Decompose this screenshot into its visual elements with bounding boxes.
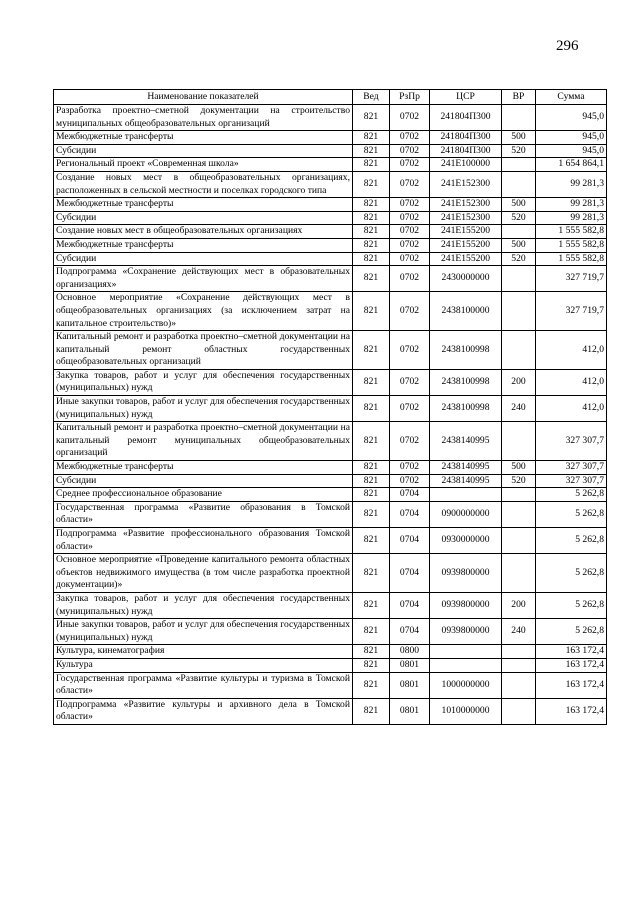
cell-csr: 241804П300 bbox=[430, 144, 502, 158]
cell-sum: 327 307,7 bbox=[536, 474, 607, 488]
cell-vr bbox=[502, 331, 536, 370]
cell-ved: 821 bbox=[353, 474, 390, 488]
cell-sum: 327 307,7 bbox=[536, 461, 607, 475]
cell-ved: 821 bbox=[353, 331, 390, 370]
cell-rzpr: 0704 bbox=[390, 619, 430, 645]
table-row bbox=[54, 105, 607, 131]
cell-csr: 2438100000 bbox=[430, 292, 502, 331]
cell-name: Создание новых мест в общеобразовательных организациях, расположенных в сельской местности и поселках городского типа bbox=[54, 171, 353, 197]
cell-rzpr: 0702 bbox=[390, 422, 430, 461]
cell-csr bbox=[430, 488, 502, 502]
cell-ved: 821 bbox=[353, 105, 390, 131]
cell-sum: 945,0 bbox=[536, 144, 607, 158]
cell-sum: 5 262,8 bbox=[536, 488, 607, 502]
cell-vr: 520 bbox=[502, 252, 536, 266]
cell-ved: 821 bbox=[353, 501, 390, 527]
cell-rzpr: 0704 bbox=[390, 554, 430, 593]
cell-name: Подпрограмма «Сохранение действующих мест в образовательных организациях» bbox=[54, 266, 353, 292]
cell-ved: 821 bbox=[353, 698, 390, 724]
cell-sum: 1 654 864,1 bbox=[536, 158, 607, 172]
cell-ved: 821 bbox=[353, 158, 390, 172]
cell-vr: 200 bbox=[502, 592, 536, 618]
cell-ved: 821 bbox=[353, 658, 390, 672]
cell-name: Разработка проектно–сметной документации на строительство муниципальных общеобразовательных организаций bbox=[54, 105, 353, 131]
cell-name: Закупка товаров, работ и услуг для обеспечения государственных (муниципальных) нужд bbox=[54, 369, 353, 395]
cell-name: Субсидии bbox=[54, 144, 353, 158]
cell-csr: 241804П300 bbox=[430, 105, 502, 131]
table-header-row bbox=[54, 90, 607, 105]
cell-csr: 241E155200 bbox=[430, 225, 502, 239]
cell-sum: 99 281,3 bbox=[536, 171, 607, 197]
table-row bbox=[54, 158, 607, 172]
cell-rzpr: 0702 bbox=[390, 331, 430, 370]
table-row bbox=[54, 554, 607, 593]
table-row bbox=[54, 422, 607, 461]
table-row bbox=[54, 292, 607, 331]
cell-csr: 0930000000 bbox=[430, 528, 502, 554]
cell-name: Подпрограмма «Развитие культуры и архивного дела в Томской области» bbox=[54, 698, 353, 724]
cell-csr: 2438100998 bbox=[430, 369, 502, 395]
cell-sum: 1 555 582,8 bbox=[536, 225, 607, 239]
cell-csr: 241804П300 bbox=[430, 131, 502, 145]
table-row bbox=[54, 144, 607, 158]
cell-vr: 240 bbox=[502, 619, 536, 645]
cell-vr bbox=[502, 266, 536, 292]
cell-sum: 163 172,4 bbox=[536, 672, 607, 698]
table-row bbox=[54, 461, 607, 475]
cell-name: Субсидии bbox=[54, 474, 353, 488]
cell-name: Создание новых мест в общеобразовательных организациях bbox=[54, 225, 353, 239]
cell-sum: 1 555 582,8 bbox=[536, 252, 607, 266]
cell-name: Субсидии bbox=[54, 252, 353, 266]
cell-vr: 200 bbox=[502, 369, 536, 395]
cell-name: Государственная программа «Развитие образования в Томской области» bbox=[54, 501, 353, 527]
cell-rzpr: 0702 bbox=[390, 474, 430, 488]
table-row bbox=[54, 252, 607, 266]
cell-vr: 520 bbox=[502, 144, 536, 158]
cell-vr bbox=[502, 158, 536, 172]
cell-name: Культура bbox=[54, 658, 353, 672]
cell-sum: 945,0 bbox=[536, 131, 607, 145]
cell-rzpr: 0702 bbox=[390, 158, 430, 172]
table-row bbox=[54, 171, 607, 197]
cell-sum: 327 719,7 bbox=[536, 266, 607, 292]
cell-sum: 163 172,4 bbox=[536, 645, 607, 659]
cell-name: Основное мероприятие «Проведение капитального ремонта областных объектов недвижимого имущества (в том числе разработка проектной документации)» bbox=[54, 554, 353, 593]
cell-rzpr: 0704 bbox=[390, 501, 430, 527]
cell-rzpr: 0704 bbox=[390, 528, 430, 554]
cell-name: Подпрограмма «Развитие профессионального образования Томской области» bbox=[54, 528, 353, 554]
cell-name: Иные закупки товаров, работ и услуг для обеспечения государственных (муниципальных) нужд bbox=[54, 396, 353, 422]
cell-sum: 412,0 bbox=[536, 369, 607, 395]
header-ved: Вед bbox=[353, 90, 390, 105]
cell-ved: 821 bbox=[353, 171, 390, 197]
table-row bbox=[54, 698, 607, 724]
cell-rzpr: 0702 bbox=[390, 252, 430, 266]
cell-csr: 0939800000 bbox=[430, 554, 502, 593]
cell-vr bbox=[502, 658, 536, 672]
cell-ved: 821 bbox=[353, 554, 390, 593]
cell-ved: 821 bbox=[353, 422, 390, 461]
cell-sum: 5 262,8 bbox=[536, 619, 607, 645]
table-row bbox=[54, 266, 607, 292]
cell-ved: 821 bbox=[353, 131, 390, 145]
table-row bbox=[54, 474, 607, 488]
cell-vr bbox=[502, 501, 536, 527]
page-number: 296 bbox=[556, 38, 579, 54]
cell-csr: 241E100000 bbox=[430, 158, 502, 172]
cell-csr: 1010000000 bbox=[430, 698, 502, 724]
cell-rzpr: 0801 bbox=[390, 658, 430, 672]
table-row bbox=[54, 211, 607, 225]
cell-csr: 1000000000 bbox=[430, 672, 502, 698]
cell-csr: 241E155200 bbox=[430, 252, 502, 266]
cell-rzpr: 0702 bbox=[390, 266, 430, 292]
cell-vr: 520 bbox=[502, 474, 536, 488]
cell-ved: 821 bbox=[353, 672, 390, 698]
cell-rzpr: 0702 bbox=[390, 238, 430, 252]
cell-sum: 163 172,4 bbox=[536, 698, 607, 724]
table-row bbox=[54, 198, 607, 212]
table-row bbox=[54, 331, 607, 370]
cell-name: Государственная программа «Развитие культуры и туризма в Томской области» bbox=[54, 672, 353, 698]
cell-vr bbox=[502, 422, 536, 461]
header-rzpr: РзПр bbox=[390, 90, 430, 105]
cell-rzpr: 0702 bbox=[390, 292, 430, 331]
cell-rzpr: 0702 bbox=[390, 396, 430, 422]
cell-rzpr: 0702 bbox=[390, 369, 430, 395]
cell-sum: 5 262,8 bbox=[536, 554, 607, 593]
header-vr: ВР bbox=[502, 90, 536, 105]
cell-name: Межбюджетные трансферты bbox=[54, 198, 353, 212]
table-row bbox=[54, 369, 607, 395]
cell-sum: 99 281,3 bbox=[536, 198, 607, 212]
cell-vr: 500 bbox=[502, 238, 536, 252]
cell-rzpr: 0702 bbox=[390, 198, 430, 212]
cell-sum: 412,0 bbox=[536, 331, 607, 370]
cell-sum: 327 719,7 bbox=[536, 292, 607, 331]
cell-name: Субсидии bbox=[54, 211, 353, 225]
cell-rzpr: 0702 bbox=[390, 211, 430, 225]
header-sum: Сумма bbox=[536, 90, 607, 105]
cell-name: Капитальный ремонт и разработка проектно–сметной документации на капитальный ремонт областных государственных общеобразовательных организаций bbox=[54, 331, 353, 370]
cell-name: Капитальный ремонт и разработка проектно–сметной документации на капитальный ремонт муниципальных общеобразовательных организаций bbox=[54, 422, 353, 461]
cell-ved: 821 bbox=[353, 488, 390, 502]
cell-ved: 821 bbox=[353, 211, 390, 225]
cell-vr bbox=[502, 488, 536, 502]
cell-rzpr: 0702 bbox=[390, 131, 430, 145]
cell-csr: 241E152300 bbox=[430, 171, 502, 197]
cell-name: Межбюджетные трансферты bbox=[54, 131, 353, 145]
table-row bbox=[54, 396, 607, 422]
cell-ved: 821 bbox=[353, 266, 390, 292]
cell-csr: 2438140995 bbox=[430, 422, 502, 461]
cell-rzpr: 0800 bbox=[390, 645, 430, 659]
cell-name: Культура, кинематография bbox=[54, 645, 353, 659]
cell-vr: 240 bbox=[502, 396, 536, 422]
budget-table bbox=[53, 89, 607, 725]
cell-name: Закупка товаров, работ и услуг для обеспечения государственных (муниципальных) нужд bbox=[54, 592, 353, 618]
cell-csr: 2438100998 bbox=[430, 396, 502, 422]
cell-vr bbox=[502, 171, 536, 197]
cell-name: Межбюджетные трансферты bbox=[54, 461, 353, 475]
cell-sum: 945,0 bbox=[536, 105, 607, 131]
cell-ved: 821 bbox=[353, 592, 390, 618]
cell-csr: 2430000000 bbox=[430, 266, 502, 292]
cell-csr: 0939800000 bbox=[430, 619, 502, 645]
cell-sum: 327 307,7 bbox=[536, 422, 607, 461]
table-row bbox=[54, 225, 607, 239]
table-row bbox=[54, 501, 607, 527]
cell-ved: 821 bbox=[353, 198, 390, 212]
table-row bbox=[54, 658, 607, 672]
cell-ved: 821 bbox=[353, 461, 390, 475]
cell-rzpr: 0801 bbox=[390, 698, 430, 724]
cell-vr: 500 bbox=[502, 198, 536, 212]
table-row bbox=[54, 131, 607, 145]
cell-vr bbox=[502, 225, 536, 239]
cell-sum: 5 262,8 bbox=[536, 501, 607, 527]
cell-ved: 821 bbox=[353, 619, 390, 645]
table-row bbox=[54, 238, 607, 252]
cell-rzpr: 0702 bbox=[390, 171, 430, 197]
cell-ved: 821 bbox=[353, 645, 390, 659]
cell-vr bbox=[502, 528, 536, 554]
cell-name: Региональный проект «Современная школа» bbox=[54, 158, 353, 172]
cell-csr: 0939800000 bbox=[430, 592, 502, 618]
cell-rzpr: 0801 bbox=[390, 672, 430, 698]
cell-vr: 500 bbox=[502, 461, 536, 475]
cell-csr: 2438140995 bbox=[430, 461, 502, 475]
table-row bbox=[54, 488, 607, 502]
cell-ved: 821 bbox=[353, 252, 390, 266]
cell-ved: 821 bbox=[353, 292, 390, 331]
cell-vr bbox=[502, 554, 536, 593]
cell-sum: 163 172,4 bbox=[536, 658, 607, 672]
cell-name: Среднее профессиональное образование bbox=[54, 488, 353, 502]
cell-sum: 5 262,8 bbox=[536, 528, 607, 554]
cell-ved: 821 bbox=[353, 144, 390, 158]
cell-vr bbox=[502, 292, 536, 331]
table-row bbox=[54, 528, 607, 554]
cell-vr bbox=[502, 645, 536, 659]
cell-ved: 821 bbox=[353, 369, 390, 395]
cell-name: Иные закупки товаров, работ и услуг для обеспечения государственных (муниципальных) нужд bbox=[54, 619, 353, 645]
cell-vr: 520 bbox=[502, 211, 536, 225]
table-row bbox=[54, 672, 607, 698]
cell-ved: 821 bbox=[353, 396, 390, 422]
cell-name: Основное мероприятие «Сохранение действующих мест в общеобразовательных организациях (за исключением затрат на капитальное строительство)» bbox=[54, 292, 353, 331]
cell-sum: 412,0 bbox=[536, 396, 607, 422]
cell-csr: 0900000000 bbox=[430, 501, 502, 527]
cell-rzpr: 0702 bbox=[390, 225, 430, 239]
cell-rzpr: 0702 bbox=[390, 105, 430, 131]
cell-vr bbox=[502, 105, 536, 131]
cell-rzpr: 0702 bbox=[390, 144, 430, 158]
cell-rzpr: 0702 bbox=[390, 461, 430, 475]
cell-csr bbox=[430, 658, 502, 672]
header-csr: ЦСР bbox=[430, 90, 502, 105]
cell-csr: 241E152300 bbox=[430, 198, 502, 212]
table-row bbox=[54, 619, 607, 645]
cell-name: Межбюджетные трансферты bbox=[54, 238, 353, 252]
cell-rzpr: 0704 bbox=[390, 592, 430, 618]
cell-rzpr: 0704 bbox=[390, 488, 430, 502]
cell-sum: 1 555 582,8 bbox=[536, 238, 607, 252]
cell-sum: 5 262,8 bbox=[536, 592, 607, 618]
cell-vr bbox=[502, 672, 536, 698]
table-row bbox=[54, 592, 607, 618]
cell-csr: 241E152300 bbox=[430, 211, 502, 225]
cell-vr: 500 bbox=[502, 131, 536, 145]
cell-ved: 821 bbox=[353, 225, 390, 239]
table-row bbox=[54, 645, 607, 659]
cell-csr bbox=[430, 645, 502, 659]
cell-sum: 99 281,3 bbox=[536, 211, 607, 225]
cell-vr bbox=[502, 698, 536, 724]
header-name: Наименование показателей bbox=[54, 90, 353, 105]
cell-csr: 2438140995 bbox=[430, 474, 502, 488]
cell-csr: 241E155200 bbox=[430, 238, 502, 252]
cell-ved: 821 bbox=[353, 238, 390, 252]
cell-csr: 2438100998 bbox=[430, 331, 502, 370]
cell-ved: 821 bbox=[353, 528, 390, 554]
